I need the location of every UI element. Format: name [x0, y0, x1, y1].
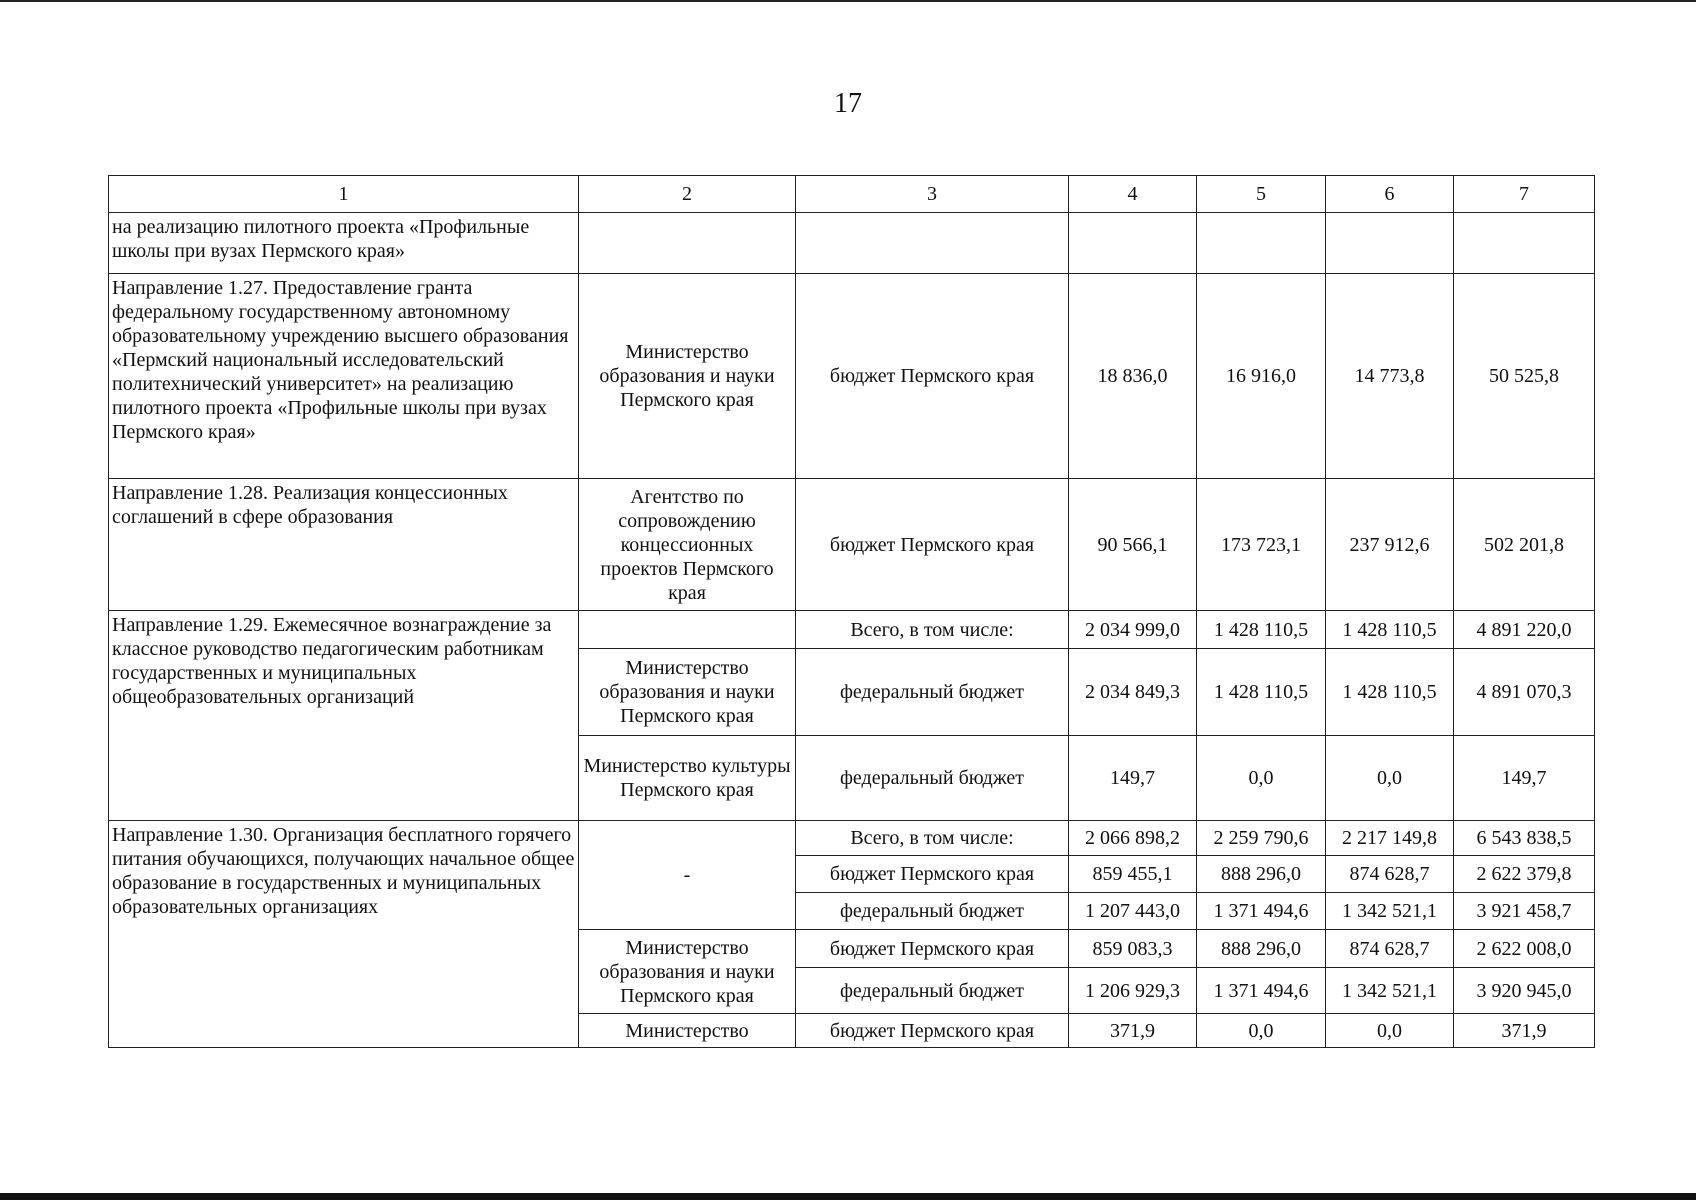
- direction-cell: Направление 1.29. Ежемесячное вознаграждение за классное руководство педагогическим работникам государственных и муниципальных общеобразовательных организаций: [109, 611, 579, 821]
- value-cell: 3 920 945,0: [1454, 968, 1595, 1014]
- value-cell: 1 342 521,1: [1326, 893, 1454, 930]
- header-col-3: 3: [796, 176, 1069, 213]
- table-row-1-27: [109, 274, 1595, 479]
- value-cell: 1 371 494,6: [1197, 893, 1326, 930]
- value-cell: 1 428 110,5: [1197, 611, 1326, 649]
- agency-cell: Министерство образования и науки Пермского края: [579, 930, 796, 1014]
- header-col-1: 1: [109, 176, 579, 213]
- value-cell: 3 921 458,7: [1454, 893, 1595, 930]
- value-cell: 4 891 070,3: [1454, 649, 1595, 736]
- value-cell: 1 206 929,3: [1069, 968, 1197, 1014]
- value-cell: 2 066 898,2: [1069, 821, 1197, 856]
- empty-cell: [579, 213, 796, 274]
- agency-cell: [579, 611, 796, 649]
- value-cell: 50 525,8: [1454, 274, 1595, 479]
- agency-cell: -: [579, 821, 796, 930]
- value-cell: 2 622 008,0: [1454, 930, 1595, 968]
- scan-edge-bottom: [0, 1193, 1696, 1200]
- agency-cell: Министерство образования и науки Пермского края: [579, 274, 796, 479]
- direction-cell: Направление 1.28. Реализация концессионных соглашений в сфере образования: [109, 479, 579, 611]
- table-row-1-30-total: [109, 821, 1595, 856]
- empty-cell: [1454, 213, 1595, 274]
- value-cell: 2 034 849,3: [1069, 649, 1197, 736]
- value-cell: 874 628,7: [1326, 856, 1454, 893]
- budget-table: [108, 175, 1595, 1048]
- direction-cell: на реализацию пилотного проекта «Профильные школы при вузах Пермского края»: [109, 213, 579, 274]
- source-cell: бюджет Пермского края: [796, 1014, 1069, 1048]
- value-cell: 2 622 379,8: [1454, 856, 1595, 893]
- value-cell: 0,0: [1197, 1014, 1326, 1048]
- value-cell: 1 342 521,1: [1326, 968, 1454, 1014]
- value-cell: 2 034 999,0: [1069, 611, 1197, 649]
- table-row-continuation: [109, 213, 1595, 274]
- scan-edge-top: [0, 0, 1696, 2]
- value-cell: 888 296,0: [1197, 856, 1326, 893]
- header-col-7: 7: [1454, 176, 1595, 213]
- value-cell: 149,7: [1069, 736, 1197, 821]
- value-cell: 888 296,0: [1197, 930, 1326, 968]
- value-cell: 1 207 443,0: [1069, 893, 1197, 930]
- header-row: [109, 176, 1595, 213]
- source-cell: бюджет Пермского края: [796, 479, 1069, 611]
- value-cell: 2 217 149,8: [1326, 821, 1454, 856]
- empty-cell: [1197, 213, 1326, 274]
- source-cell: федеральный бюджет: [796, 893, 1069, 930]
- value-cell: 14 773,8: [1326, 274, 1454, 479]
- agency-cell: Министерство: [579, 1014, 796, 1048]
- value-cell: 173 723,1: [1197, 479, 1326, 611]
- page-number: 17: [834, 88, 862, 119]
- value-cell: 0,0: [1326, 736, 1454, 821]
- header-col-6: 6: [1326, 176, 1454, 213]
- direction-cell: Направление 1.30. Организация бесплатного горячего питания обучающихся, получающих начальное общее образование в государственных и муниципальных образовательных организациях: [109, 821, 579, 1048]
- value-cell: 859 455,1: [1069, 856, 1197, 893]
- value-cell: 18 836,0: [1069, 274, 1197, 479]
- value-cell: 0,0: [1197, 736, 1326, 821]
- value-cell: 4 891 220,0: [1454, 611, 1595, 649]
- value-cell: 1 428 110,5: [1197, 649, 1326, 736]
- agency-cell: Министерство образования и науки Пермского края: [579, 649, 796, 736]
- empty-cell: [1326, 213, 1454, 274]
- value-cell: 0,0: [1326, 1014, 1454, 1048]
- table-row-1-29-total: [109, 611, 1595, 649]
- value-cell: 874 628,7: [1326, 930, 1454, 968]
- source-cell: федеральный бюджет: [796, 649, 1069, 736]
- source-cell: Всего, в том числе:: [796, 611, 1069, 649]
- value-cell: 2 259 790,6: [1197, 821, 1326, 856]
- agency-cell: Агентство по сопровождению концессионных проектов Пермского края: [579, 479, 796, 611]
- value-cell: 371,9: [1454, 1014, 1595, 1048]
- value-cell: 859 083,3: [1069, 930, 1197, 968]
- source-cell: Всего, в том числе:: [796, 821, 1069, 856]
- value-cell: 1 428 110,5: [1326, 649, 1454, 736]
- source-cell: федеральный бюджет: [796, 736, 1069, 821]
- source-cell: бюджет Пермского края: [796, 930, 1069, 968]
- value-cell: 1 428 110,5: [1326, 611, 1454, 649]
- value-cell: 237 912,6: [1326, 479, 1454, 611]
- source-cell: бюджет Пермского края: [796, 274, 1069, 479]
- value-cell: 90 566,1: [1069, 479, 1197, 611]
- header-col-5: 5: [1197, 176, 1326, 213]
- table-row-1-28: [109, 479, 1595, 611]
- value-cell: 16 916,0: [1197, 274, 1326, 479]
- value-cell: 371,9: [1069, 1014, 1197, 1048]
- source-cell: бюджет Пермского края: [796, 856, 1069, 893]
- empty-cell: [1069, 213, 1197, 274]
- value-cell: 1 371 494,6: [1197, 968, 1326, 1014]
- value-cell: 502 201,8: [1454, 479, 1595, 611]
- header-col-2: 2: [579, 176, 796, 213]
- source-cell: федеральный бюджет: [796, 968, 1069, 1014]
- header-col-4: 4: [1069, 176, 1197, 213]
- value-cell: 6 543 838,5: [1454, 821, 1595, 856]
- direction-cell: Направление 1.27. Предоставление гранта федеральному государственному автономному образовательному учреждению высшего образования «Пермский национальный исследовательский политехнический университет» на реализацию пилотного проекта «Профильные школы при вузах Пермского края»: [109, 274, 579, 479]
- agency-cell: Министерство культуры Пермского края: [579, 736, 796, 821]
- value-cell: 149,7: [1454, 736, 1595, 821]
- empty-cell: [796, 213, 1069, 274]
